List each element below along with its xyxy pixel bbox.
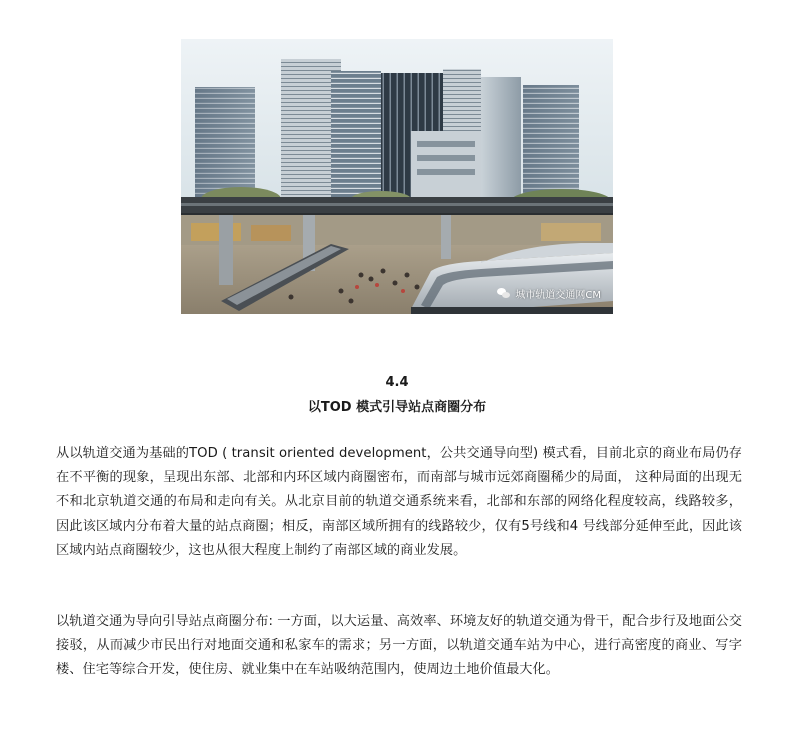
tod-rendering-image (181, 39, 613, 314)
body-paragraph-2: 以轨道交通为导向引导站点商圈分布: 一方面，以大运量、高效率、环境友好的轨道交通为骨干，配合步行及地面公交接驳，从而减少市民出行对地面交通和私家车的需求；另一方面，以轨道交通车站为中心，进行高密度的商业、写字楼、住宅等综合开发，使住房、就业集中在车站吸纳范围内，使周边土地价值最大化。 (56, 614, 742, 678)
section-number: 4.4 (385, 375, 409, 390)
section-title: 以TOD 模式引导站点商圈分布 (307, 400, 487, 415)
watermark-text: 城市轨道交通网CM (515, 290, 601, 301)
body-paragraph-1: 从以轨道交通为基础的TOD ( transit oriented development，公共交通导向型) 模式看，目前北京的商业布局仍存在不平衡的现象，呈现出东部、北部和内环区域内商圈密布，而南部与城市远郊商圈稀少的局面， 这种局面的出现无不和北京轨道交通的布局和走向有关。从北京目前的轨道交通系统来看，北部和东部的网络化程度较高，线路较多，因此该区域内分布着大量的站点商圈；相反，南部区域所拥有的线路较少，仅有5号线和4 号线部分延伸至此，因此该区域内站点商圈较少，这也从很大程度上制约了南部区域的商业发展。 (56, 446, 742, 558)
tod-rendering-illustration (181, 39, 613, 314)
wechat-icon (497, 288, 511, 299)
watermark (497, 286, 601, 301)
